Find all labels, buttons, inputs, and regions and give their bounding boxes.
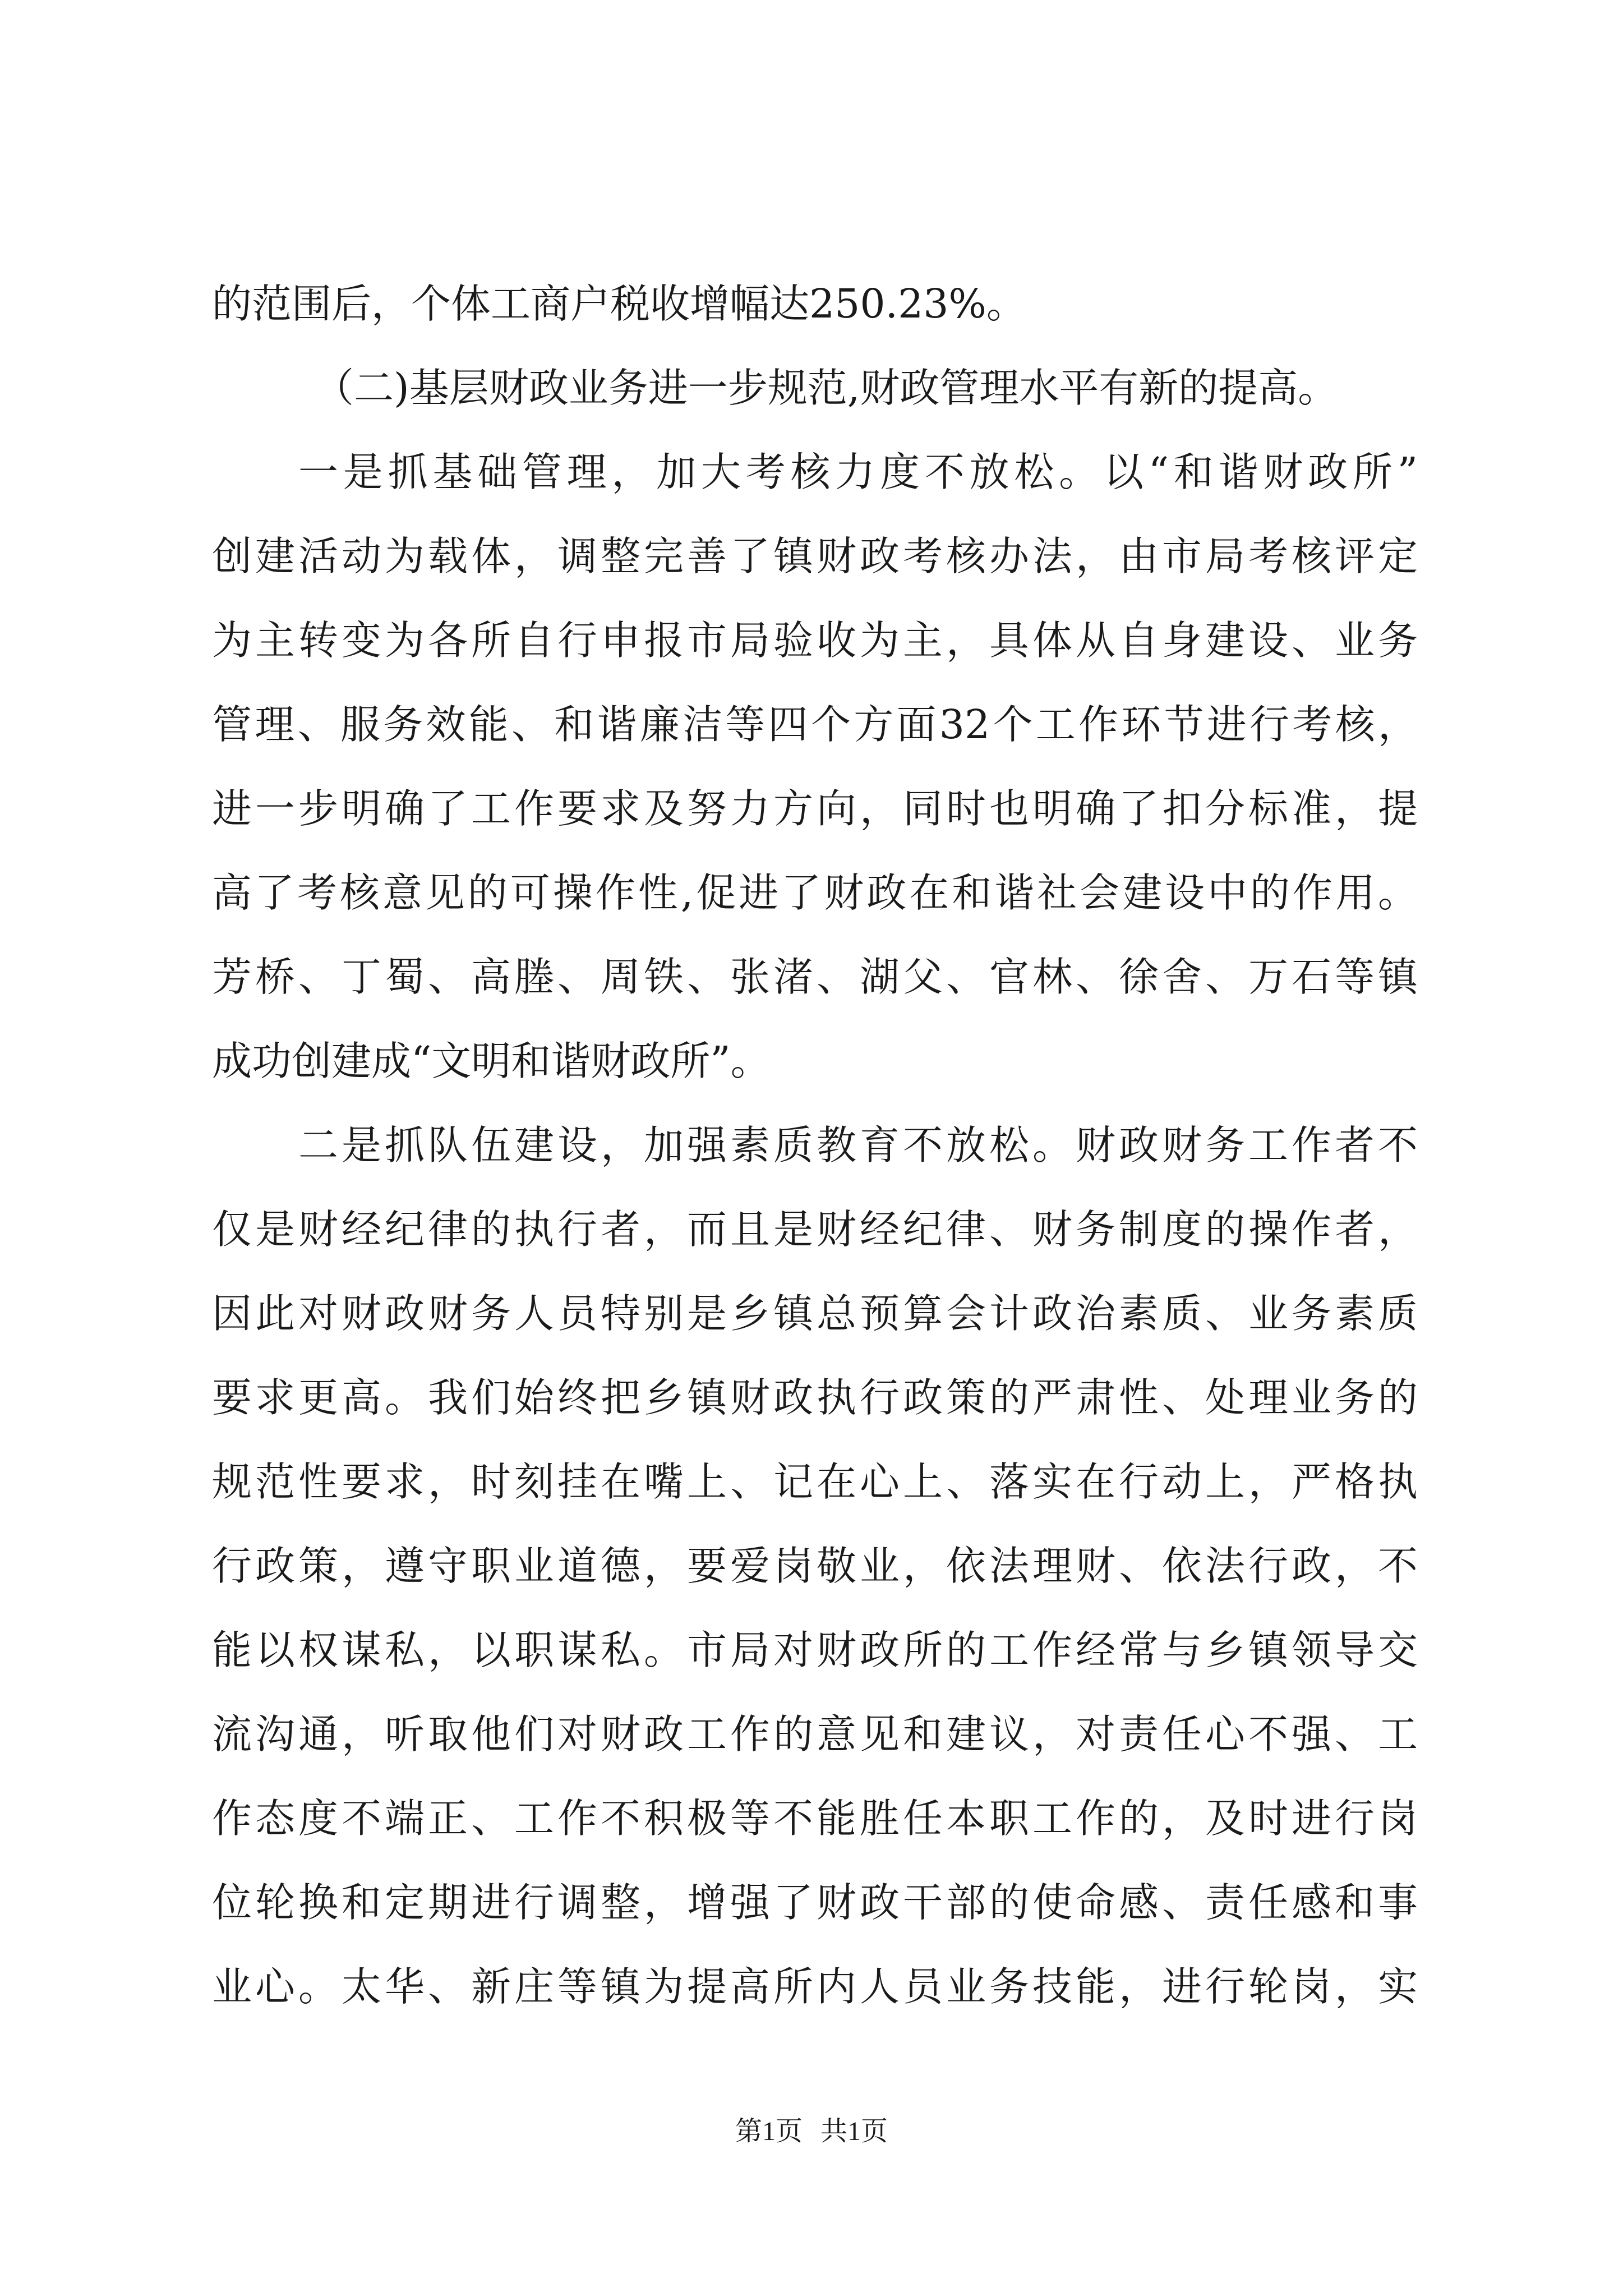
body-line-6: 管理、服务效能、和谐廉洁等四个方面32个工作环节进行考核，: [212, 701, 1418, 748]
body-line-18: 流沟通，听取他们对财政工作的意见和建议，对责任心不强、工: [212, 1711, 1418, 1757]
page-total: 共1页: [820, 2116, 888, 2146]
body-line-10: 成功创建成“文明和谐财政所”。: [212, 1038, 771, 1084]
body-line-11: 二是抓队伍建设，加强素质教育不放松。财政财务工作者不: [298, 1122, 1418, 1168]
body-line-13: 因此对财政财务人员特别是乡镇总预算会计政治素质、业务素质: [212, 1290, 1418, 1337]
body-line-5: 为主转变为各所自行申报市局验收为主，具体从自身建设、业务: [212, 617, 1418, 664]
body-line-16: 行政策，遵守职业道德，要爱岗敬业，依法理财、依法行政，不: [212, 1543, 1418, 1589]
body-line-1: 的范围后，个体工商户税收增幅达250.23%。: [212, 280, 1026, 327]
page-footer: [0, 2109, 1623, 2154]
body-line-14: 要求更高。我们始终把乡镇财政执行政策的严肃性、处理业务的: [212, 1374, 1418, 1421]
body-line-20: 位轮换和定期进行调整，增强了财政干部的使命感、责任感和事: [212, 1879, 1418, 1926]
section-heading: （二)基层财政业务进一步规范,财政管理水平有新的提高。: [314, 365, 1338, 411]
body-line-4: 创建活动为载体，调整完善了镇财政考核办法，由市局考核评定: [212, 533, 1418, 579]
body-line-3: 一是抓基础管理，加大考核力度不放松。以“和谐财政所”: [298, 449, 1418, 495]
body-line-12: 仅是财经纪律的执行者，而且是财经纪律、财务制度的操作者，: [212, 1206, 1418, 1253]
body-line-17: 能以权谋私，以职谋私。市局对财政所的工作经常与乡镇领导交: [212, 1627, 1418, 1673]
body-line-9: 芳桥、丁蜀、高塍、周铁、张渚、湖父、官林、徐舍、万石等镇: [212, 954, 1418, 1000]
body-line-8: 高了考核意见的可操作性,促进了财政在和谐社会建设中的作用。: [212, 869, 1418, 916]
body-line-19: 作态度不端正、工作不积极等不能胜任本职工作的，及时进行岗: [212, 1795, 1418, 1842]
body-line-7: 进一步明确了工作要求及努力方向，同时也明确了扣分标准，提: [212, 785, 1418, 832]
body-line-15: 规范性要求，时刻挂在嘴上、记在心上、落实在行动上，严格执: [212, 1458, 1418, 1505]
page-number: 第1页: [735, 2116, 803, 2146]
body-line-21: 业心。太华、新庄等镇为提高所内人员业务技能，进行轮岗，实: [212, 1963, 1418, 2010]
